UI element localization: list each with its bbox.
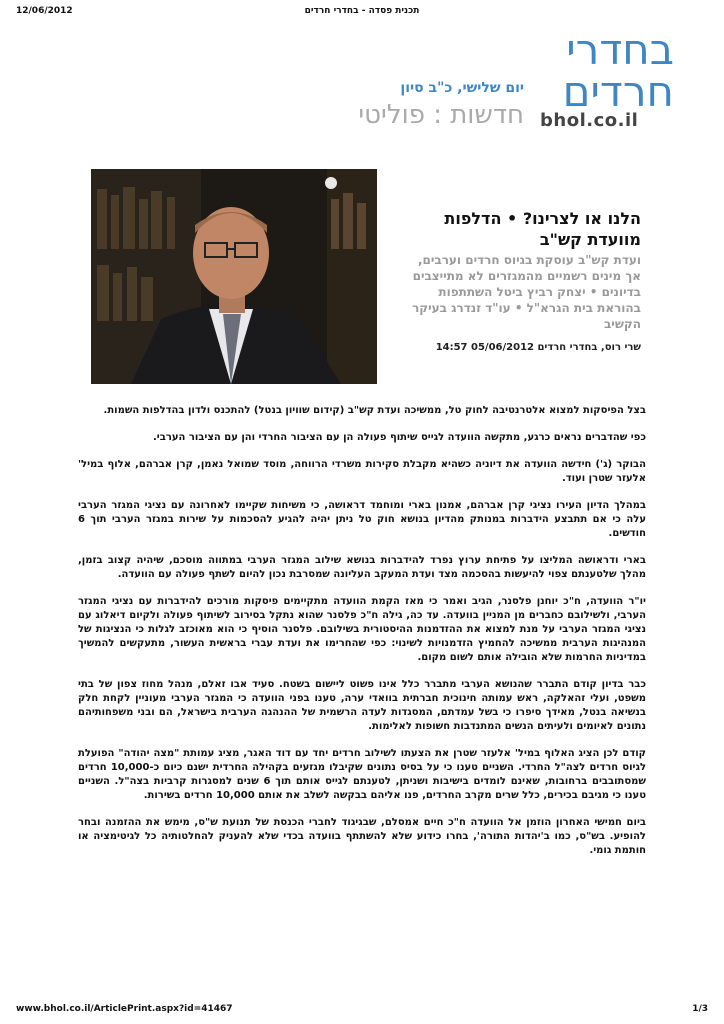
- paragraph: במהלך הדיון העירו נציגי קרן אברהם, אמנון בארי ומוחמד דראושה, כי משיחות שקיימו לאחרונה עם נציגי המגזר הערבי עלה כי אם תתבצע הידברות במנותק מהדיון בנושא חוק טל ניתן יהיה להגיע להסכמות על שירות במגזר הערבי תוך 6 חודשים.: [78, 500, 646, 539]
- paragraph: כפי שהדברים נראים כרגע, מתקשה הוועדה לגייס שיתוף פעולה הן עם הציבור החרדי והן עם הציבור הערבי.: [152, 432, 646, 443]
- print-header: [16, 6, 708, 20]
- article-headline: הלנו או לצרינו? • הדלפות מוועדת קש"ב: [444, 209, 641, 249]
- paragraph: קודם לכן הציג האלוף במיל' אלעזר שטרן את הצעתו לשילוב חרדים יחד עם דוד האגר, מציג עמותת "מצה יהודה" הפועלת לגיוס חרדים לצה"ל החרדי. השניים טענו כי על בסיס נתונים שקיבלו מגזעים בקהילה החרדית ישנם כיום כ-10,000 חרדים שמסתובבים ברחובות, שאינם לומדים בישיבות ושניתן, לטענתם לגייס אותם תוך 6 שנים למסגרות קרביות בצה"ל. השניים טענו כי מגיבם בכירים, כלל שרים מקרב החרדים, פנו אליהם בבקשה לשלב את אותם 10,000 חרדים בשירות.: [78, 748, 646, 801]
- logo-domain: bhol.co.il: [540, 110, 639, 131]
- portrait-image: [91, 169, 377, 384]
- print-footer: [16, 1004, 708, 1016]
- article-photo: [91, 169, 377, 384]
- print-date: 12/06/2012: [16, 6, 73, 16]
- paragraph: יו"ר הוועדה, ח"כ יוחנן פלסנר, הגיב ואמר כי מאז הקמת הוועדה מתקיימים פיסקות מורכים להידברות עם נציגי המגזר הערבי, ולשילובם כחברים מן המניין בוועדה. עד כה, גילה ח"כ פלסנר שהוא נתקל בסירוב לשיתוף פעולה ולקיום דיאלוג עם נציגי המגזר הערבי על מנת למצוא את ההזדמנות ההיסטורית בשילובם. פלסנר הוסיף כי הוא מאוכזב לגלות כי הנציגות של המנהיגות הערבית ממשיכה להחמיץ הזדמנויות לשינוי: כפי שהחרימו את ועדת עברי בראשית העשור, מתעקשים להמשיך במדיניות החרמות שלא הובילה אותם לשום מקום.: [78, 596, 646, 663]
- paragraph: בארי ודראושה המליצו על פתיחת ערוץ נפרד להידברות בנושא שילוב המגזר הערבי במתווה מוסכם, שיהיה קצוב בזמן, מהלך שלטענתם צפוי להיעשות בהסכמה מצד ועדת המעקב העליונה שמסרבת נכון להיום לשתף פעולה עם הוועדה.: [78, 555, 646, 580]
- print-title: תכנית פסדה - בחדרי חרדים: [304, 6, 420, 16]
- paragraph: כבר בדיון קודם התברר שהנושא הערבי מתברר כלל אינו פשוט ליישום בשטח. סעיד אבו זאלם, מנהל מחוז צפון של בתי משפט, ועלי זהאלקה, ראש עמותה חינוכית חברתית בוואדי ערה, טענו בפני הוועדה כי המגזר הערבי מעוניין לקחת חלק בנשיאה בנטל, מאידך סיפרו כי בשל עמדתם, המסגדות לעדה הרשמית של ההנהגה הערבית בישראל, הם ובני משפחותיהם נתונים לאיומים ולעיתים הנשים המתנדבות חשופות לאלימות.: [78, 679, 646, 732]
- article-subhead: ועדת קש"ב עוסקת בגיוס חרדים וערבים, אך מינים רשמיים מהמגזרים לא מתייצבים בדיונים • יצחק רביץ ביטל השתתפות בהוראת בית הגרא"ל • עו"ד זנדרג בעיקר הקשיב: [412, 253, 641, 331]
- article-body: [78, 404, 646, 871]
- paragraph: הבוקר (ג') חידשה הוועדה את דיוניה כשהיא מקבלת סקירות משרדי הרווחה, מוסד שמואל נאמן, קרן אברהם, אלוף במיל' אלעזר שטרן ועוד.: [78, 459, 646, 484]
- paragraph: בצל הפיסקות למצוא אלטרנטיבה לחוק טל, ממשיכה ועדת קש"ב (קידום שוויון בנטל) להתכנס ולדון בהדלפות השמות.: [103, 405, 646, 416]
- logo-line-1: בחדרי: [566, 25, 674, 74]
- section-title: חדשות : פוליטי: [358, 100, 524, 130]
- header-date: יום שלישי, כ"ב סיון: [400, 80, 524, 96]
- paragraph: ביום חמישי האחרון הוזמן אל הוועדה ח"כ חיים אמסלם, שבגיגוד לחברי הכנסת של תנועת ש"ס, מימש את ההזמנה ובחר להופיע. בש"ס, כמו ב'יהדות התורה', בחרו כידוע שלא להשתתף בוועדה בכדי שלא להעניק להחלטותיה כל לגיטימציה או חותמת גומי.: [78, 817, 646, 856]
- site-logo[interactable]: [536, 25, 674, 132]
- channel-logo-icon: [325, 177, 337, 189]
- print-url: www.bhol.co.il/ArticlePrint.aspx?id=41467: [16, 1004, 233, 1014]
- page-number: 1/3: [692, 1004, 708, 1014]
- article-byline: שרי רוס, בחדרי חרדים 05/06/2012 14:57: [435, 342, 641, 353]
- logo-line-2: חרדים: [562, 67, 674, 116]
